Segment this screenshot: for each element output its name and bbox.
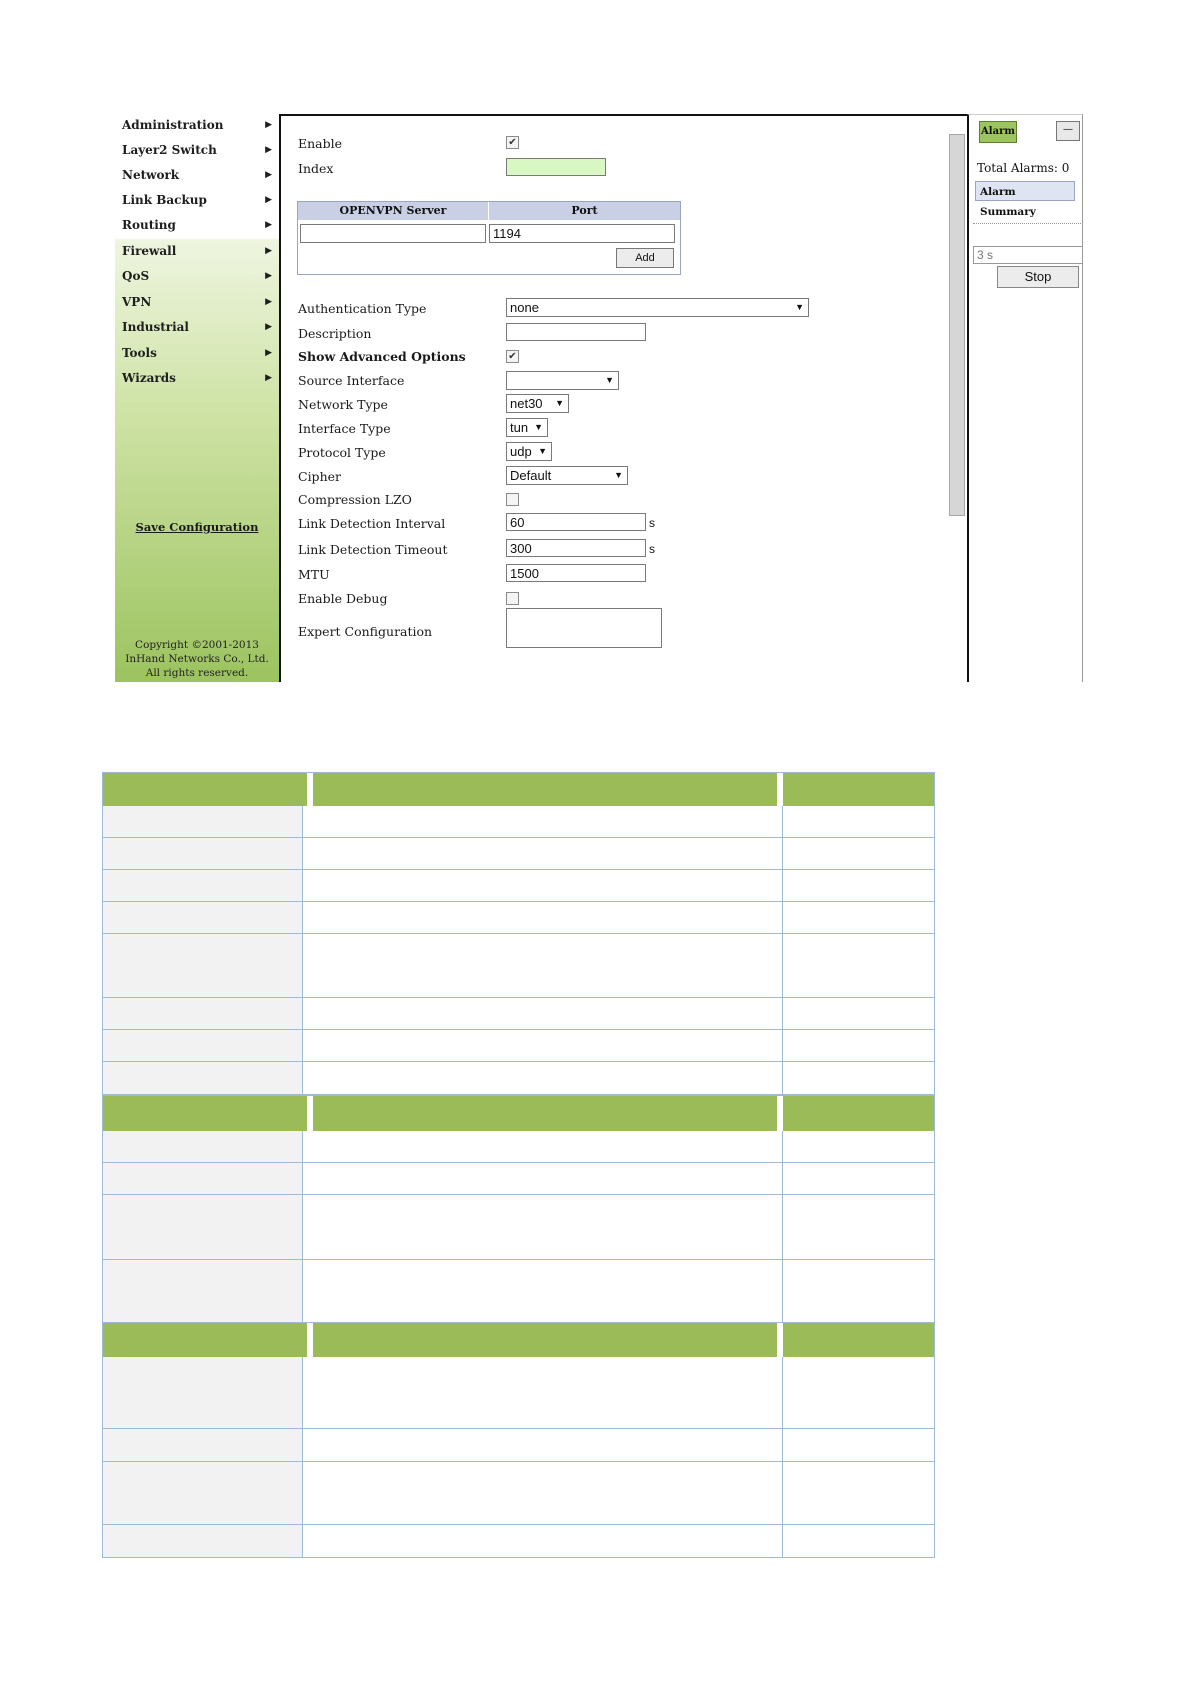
copyright-line: InHand Networks Co., Ltd. <box>125 653 269 665</box>
parameter-table-1 <box>102 772 935 1095</box>
table-cell <box>103 1062 303 1094</box>
auth-type-label: Authentication Type <box>298 301 427 316</box>
table-cell <box>103 902 303 933</box>
alarm-summary-link[interactable]: Alarm Summary <box>975 181 1075 201</box>
chevron-right-icon: ▶ <box>265 246 272 256</box>
enable-debug-label: Enable Debug <box>298 591 388 606</box>
table-row <box>103 806 934 838</box>
table-cell <box>103 1429 303 1461</box>
interface-type-select[interactable] <box>506 418 548 437</box>
network-type-select[interactable] <box>506 394 569 413</box>
network-type-value: net30 <box>510 396 543 411</box>
table-cell <box>783 998 934 1029</box>
menu-item-label: VPN <box>122 295 152 309</box>
table-cell <box>303 1030 783 1061</box>
table-cell <box>303 934 783 997</box>
compression-lzo-checkbox[interactable] <box>506 493 519 506</box>
copyright-text <box>115 638 279 680</box>
menu-item-label: Wizards <box>122 371 176 385</box>
link-interval-input[interactable]: 60 <box>506 513 646 531</box>
menu-item-label: Routing <box>122 218 176 232</box>
refresh-interval-select[interactable]: 3 s <box>973 246 1083 264</box>
table-cell <box>303 1462 783 1524</box>
table-row <box>103 838 934 870</box>
mtu-input[interactable]: 1500 <box>506 564 646 582</box>
menu-item-vpn[interactable] <box>122 291 272 313</box>
table-cell <box>303 998 783 1029</box>
table-row <box>103 1030 934 1062</box>
header-cell <box>313 773 783 806</box>
cipher-value: Default <box>510 468 552 483</box>
parameter-table-3 <box>102 1322 935 1558</box>
caret-down-icon: ▼ <box>795 302 804 312</box>
table-cell <box>783 1357 934 1428</box>
table-cell <box>303 1195 783 1259</box>
table-cell <box>783 1195 934 1259</box>
table-cell <box>783 1462 934 1524</box>
table-cell <box>103 838 303 869</box>
total-alarms-text: Total Alarms: 0 <box>977 161 1070 175</box>
menu-item-tools[interactable] <box>122 342 272 364</box>
port-column-header: Port <box>489 202 680 220</box>
table-cell <box>103 1462 303 1524</box>
description-input[interactable] <box>506 323 646 341</box>
alarm-divider <box>973 223 1081 224</box>
table-cell <box>303 838 783 869</box>
menu-item-label: Administration <box>122 118 224 132</box>
table-cell <box>103 1195 303 1259</box>
mtu-label: MTU <box>298 567 330 582</box>
table-cell <box>103 1030 303 1061</box>
header-cell <box>103 773 313 806</box>
table-cell <box>303 902 783 933</box>
table-cell <box>783 838 934 869</box>
table-cell <box>303 1131 783 1162</box>
table-cell <box>303 1429 783 1461</box>
vertical-scrollbar[interactable] <box>949 134 965 516</box>
menu-item-firewall[interactable] <box>122 240 272 262</box>
alarm-panel <box>967 114 1083 682</box>
chevron-right-icon: ▶ <box>265 297 272 307</box>
copyright-line: All rights reserved. <box>145 667 249 679</box>
menu-item-label: QoS <box>122 269 150 283</box>
protocol-type-select[interactable] <box>506 442 552 461</box>
chevron-right-icon: ▶ <box>265 120 272 130</box>
alarm-tab[interactable]: Alarm <box>979 121 1017 143</box>
cipher-select[interactable] <box>506 466 628 485</box>
header-cell <box>789 1323 934 1357</box>
source-interface-label: Source Interface <box>298 373 405 388</box>
add-button[interactable]: Add <box>616 248 674 268</box>
table-row <box>103 1429 934 1462</box>
table-cell <box>103 934 303 997</box>
table-row <box>103 998 934 1030</box>
auth-type-value: none <box>510 300 539 315</box>
table-cell <box>103 870 303 901</box>
copyright-line: Copyright ©2001-2013 <box>135 639 259 651</box>
caret-down-icon: ▼ <box>555 398 564 408</box>
table-cell <box>783 870 934 901</box>
table-cell <box>103 998 303 1029</box>
table-row <box>103 870 934 902</box>
enable-debug-checkbox[interactable] <box>506 592 519 605</box>
menu-item-layer2-switch[interactable] <box>122 139 272 161</box>
sidebar-menu <box>115 110 279 682</box>
menu-item-routing[interactable] <box>122 214 272 236</box>
table-cell <box>783 1429 934 1461</box>
link-timeout-input[interactable]: 300 <box>506 539 646 557</box>
server-column-header: OPENVPN Server <box>298 202 489 220</box>
table-row <box>103 1357 934 1429</box>
show-advanced-checkbox[interactable]: ✔ <box>506 350 519 363</box>
link-timeout-label: Link Detection Timeout <box>298 542 448 557</box>
table-cell <box>783 934 934 997</box>
menu-item-label: Network <box>122 168 180 182</box>
minimize-icon[interactable]: — <box>1056 121 1080 141</box>
menu-item-label: Firewall <box>122 244 177 258</box>
table-cell <box>103 1357 303 1428</box>
interface-type-label: Interface Type <box>298 421 391 436</box>
table-cell <box>303 870 783 901</box>
table-cell <box>783 806 934 837</box>
table-cell <box>783 1131 934 1162</box>
table-cell <box>303 806 783 837</box>
chevron-right-icon: ▶ <box>265 195 272 205</box>
chevron-right-icon: ▶ <box>265 145 272 155</box>
port-input[interactable]: 1194 <box>489 224 675 243</box>
menu-item-label: Layer2 Switch <box>122 143 217 157</box>
table-cell <box>783 1525 934 1557</box>
menu-item-label: Tools <box>122 346 157 360</box>
chevron-right-icon: ▶ <box>265 348 272 358</box>
header-cell <box>789 1096 934 1131</box>
table-row <box>103 1131 934 1163</box>
expert-config-textarea[interactable] <box>506 608 662 648</box>
table-cell <box>783 1260 934 1323</box>
chevron-right-icon: ▶ <box>265 322 272 332</box>
link-timeout-unit: s <box>649 542 655 556</box>
table-header-row <box>103 1323 934 1357</box>
index-label: Index <box>298 161 334 176</box>
chevron-right-icon: ▶ <box>265 220 272 230</box>
header-cell <box>789 773 934 806</box>
chevron-right-icon: ▶ <box>265 271 272 281</box>
enable-checkbox[interactable]: ✔ <box>506 136 519 149</box>
server-input[interactable] <box>300 224 486 243</box>
chevron-right-icon: ▶ <box>265 170 272 180</box>
link-interval-label: Link Detection Interval <box>298 516 446 531</box>
table-cell <box>103 1525 303 1557</box>
expert-config-label: Expert Configuration <box>298 624 433 639</box>
auth-type-select[interactable] <box>506 298 809 317</box>
table-row <box>103 1195 934 1260</box>
menu-item-industrial[interactable] <box>122 316 272 338</box>
compression-lzo-label: Compression LZO <box>298 492 412 507</box>
table-cell <box>103 1131 303 1162</box>
caret-down-icon: ▼ <box>614 470 623 480</box>
menu-item-label: Link Backup <box>122 193 207 207</box>
table-cell <box>303 1525 783 1557</box>
cipher-label: Cipher <box>298 469 341 484</box>
openvpn-server-table <box>297 201 681 275</box>
table-header-row <box>103 773 934 806</box>
header-cell <box>313 1096 783 1131</box>
table-row <box>103 1462 934 1525</box>
caret-down-icon: ▼ <box>534 422 543 432</box>
table-cell <box>783 902 934 933</box>
table-header-row <box>103 1096 934 1131</box>
caret-down-icon: ▼ <box>538 446 547 456</box>
protocol-type-value: udp <box>510 444 532 459</box>
table-row <box>103 1163 934 1195</box>
table-cell <box>103 1260 303 1323</box>
interface-type-value: tun <box>510 420 529 435</box>
table-cell <box>303 1062 783 1094</box>
table-cell <box>103 1163 303 1194</box>
enable-label: Enable <box>298 136 343 151</box>
stop-button[interactable]: Stop <box>997 266 1079 288</box>
save-configuration-link[interactable]: Save Configuration <box>135 520 259 534</box>
table-cell <box>783 1030 934 1061</box>
source-interface-select[interactable] <box>506 371 619 390</box>
table-cell <box>103 806 303 837</box>
menu-item-label: Industrial <box>122 320 189 334</box>
table-cell <box>783 1062 934 1094</box>
description-label: Description <box>298 326 372 341</box>
menu-item-link-backup[interactable] <box>122 189 272 211</box>
show-advanced-label: Show Advanced Options <box>298 349 466 364</box>
menu-item-wizards[interactable] <box>122 367 272 389</box>
network-type-label: Network Type <box>298 397 388 412</box>
header-cell <box>103 1323 313 1357</box>
table-row <box>103 1062 934 1094</box>
table-row <box>103 1260 934 1323</box>
table-row <box>103 1525 934 1557</box>
menu-item-qos[interactable] <box>122 265 272 287</box>
table-cell <box>303 1260 783 1323</box>
index-input[interactable] <box>506 158 606 176</box>
header-cell <box>103 1096 313 1131</box>
table-cell <box>783 1163 934 1194</box>
header-cell <box>313 1323 783 1357</box>
table-cell <box>303 1163 783 1194</box>
table-row <box>103 902 934 934</box>
menu-item-administration[interactable] <box>122 114 272 136</box>
table-row <box>103 934 934 998</box>
caret-down-icon: ▼ <box>605 375 614 385</box>
chevron-right-icon: ▶ <box>265 373 272 383</box>
router-screenshot <box>115 110 1083 682</box>
table-cell <box>303 1357 783 1428</box>
link-interval-unit: s <box>649 516 655 530</box>
protocol-type-label: Protocol Type <box>298 445 386 460</box>
openvpn-form <box>279 114 967 682</box>
menu-item-network[interactable] <box>122 164 272 186</box>
parameter-table-2 <box>102 1095 935 1324</box>
